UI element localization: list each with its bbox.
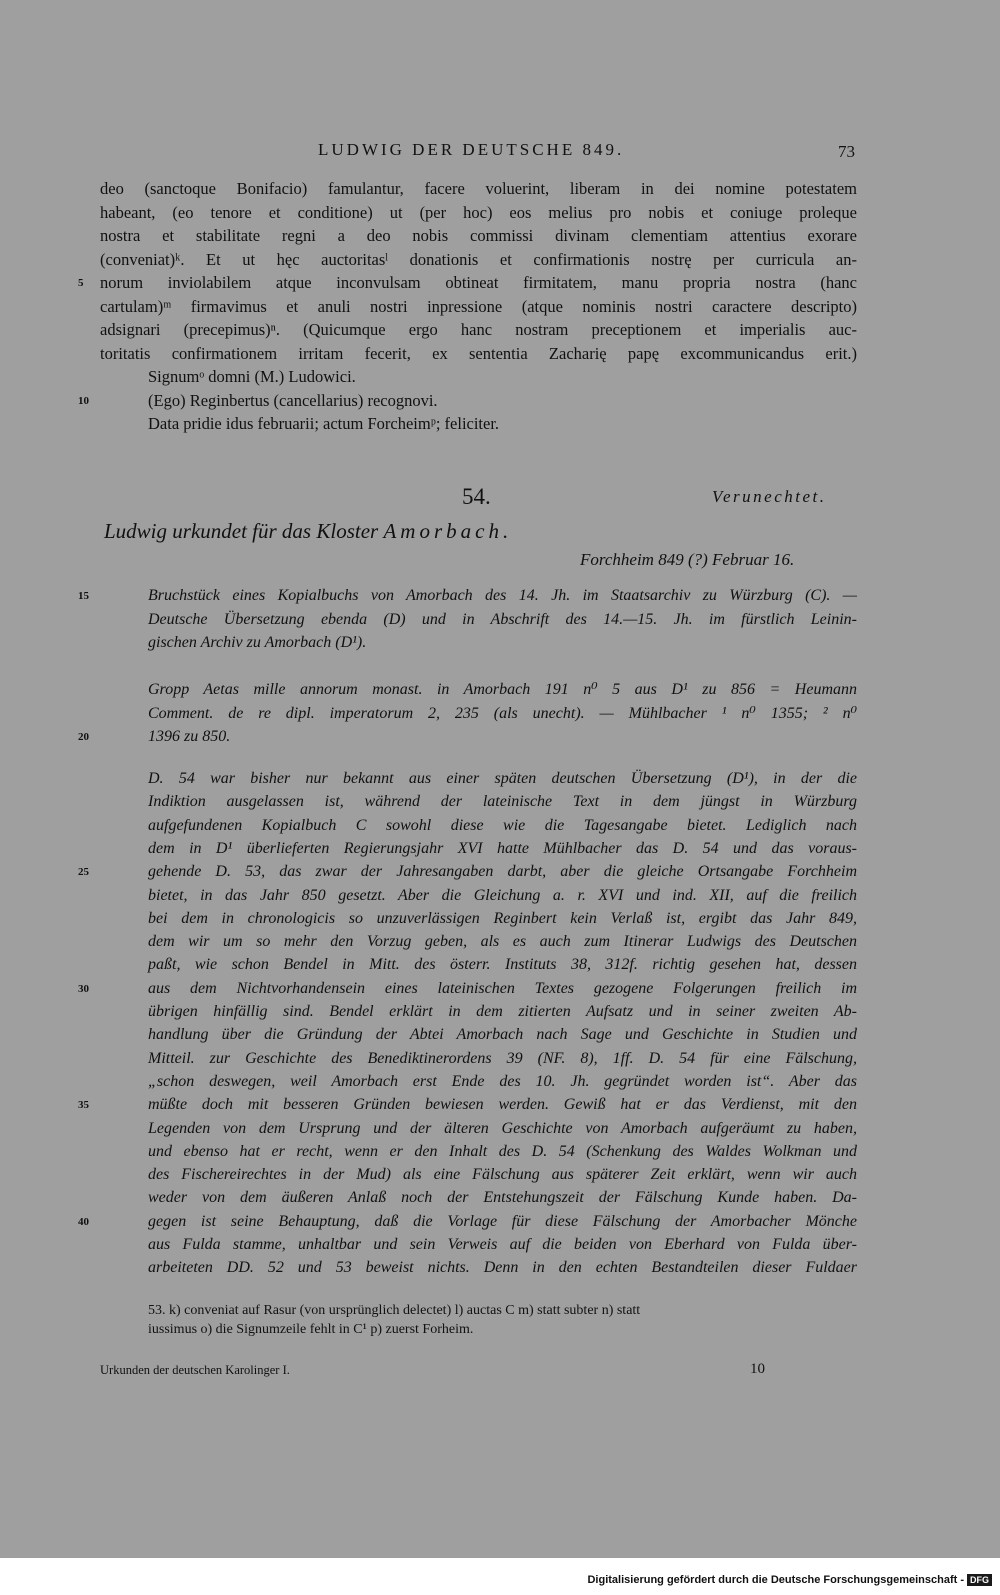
text-line: aus dem Nichtvorhandensein eines lateinischen Textes gezogene Folgerungen freilich im (148, 979, 857, 997)
line-number: 5 (78, 277, 84, 289)
line-number: 30 (78, 982, 89, 995)
footnote-line: 53. k) conveniat auf Rasur (von ursprünglich delectet) l) auctas C m) statt subter n) statt (148, 1303, 641, 1318)
text-line: und ebenso hat er recht, wenn er den Inhalt des D. 54 (Schenkung des Waldes Wolkman und (148, 1142, 857, 1160)
text-line: „schon deswegen, weil Amorbach erst Ende des 10. Jh. gegründet worden ist“. Aber das (148, 1072, 857, 1090)
document-title (104, 519, 512, 544)
text-line: weder von dem äußeren Anlaß noch der Entstehungszeit der Fälschung Kunde haben. Da- (148, 1189, 857, 1207)
text-line: Comment. de re dipl. imperatorum 2, 235 (als unecht). — Mühlbacher ¹ n⁰ 1355; ² n⁰ (148, 704, 857, 722)
text-line: des Fischereirechtes in der Mud) als eine Fälschung aus späterer Zeit erklärt, wenn wir auch (148, 1166, 857, 1184)
text-line: D. 54 war bisher nur bekannt aus einer späten deutschen Übersetzung (D¹), in der die (148, 770, 857, 787)
text-line: Signumᵒ domni (M.) Ludowici. (148, 367, 356, 386)
running-title: LUDWIG DER DEUTSCHE 849. (318, 140, 625, 159)
text-line: Indiktion ausgelassen ist, während der lateinische Text in dem jüngst in Würzburg (148, 793, 857, 811)
document-date: Forchheim 849 (?) Februar 16. (580, 550, 795, 569)
text-line: Deutsche Übersetzung ebenda (D) und in Abschrift des 14.—15. Jh. im fürstlich Leinin- (148, 610, 857, 628)
page-number: 73 (838, 142, 855, 161)
footnote-line: iussimus o) die Signumzeile fehlt in C¹ p) zuerst Forheim. (148, 1322, 474, 1337)
dfg-credit-text: Digitalisierung gefördert durch die Deutsche Forschungsgemeinschaft - (587, 1574, 964, 1586)
text-line: dem wir um so mehr den Vorzug geben, als es auch zum Itinerar Ludwigs des Deutschen (148, 933, 857, 951)
dfg-credit (587, 1574, 992, 1586)
line-number: 15 (78, 590, 89, 602)
text-line: nostra et stabilitate regni a deo nobis commissi divinam clementiam attentius exorare (100, 226, 857, 245)
text-line: gehende D. 53, das zwar der Jahresangaben darbt, aber die gleiche Ortsangabe Forchheim (148, 863, 857, 881)
text-line: müßte doch mit besseren Gründen bewiesen werden. Gewiß hat er das Verdienst, mit den (148, 1096, 857, 1114)
text-line: gischen Archiv zu Amorbach (D¹). (148, 634, 367, 651)
line-number: 20 (78, 731, 89, 743)
text-line: bei dem in chronologicis so unzuverlässigen Reginbert kein Verlaß ist, ergibt das Jahr 849, (148, 909, 857, 927)
text-line: übrigen hinfällig sind. Bendel erklärt in dem zitierten Aufsatz und in seiner zweiten Ab- (148, 1003, 857, 1020)
document-number: 54. (462, 484, 491, 509)
document-status: Verunechtet. (712, 487, 827, 506)
text-line: Bruchstück eines Kopialbuchs von Amorbach des 14. Jh. im Staatsarchiv zu Würzburg (C). — (148, 587, 857, 604)
document-title-place: Amorbach. (383, 519, 513, 543)
text-line: 1396 zu 850. (148, 728, 231, 745)
series-title: Urkunden der deutschen Karolinger I. (100, 1363, 290, 1377)
text-line: habeant, (eo tenore et conditione) ut (per hoc) eos melius pro nobis et coniuge proleque (100, 202, 857, 222)
text-line: Mitteil. zur Geschichte des Benediktinerordens 39 (NF. 8), 1ff. D. 54 für eine Fälschung, (148, 1049, 857, 1067)
text-line: norum inviolabilem atque inconvulsam obtineat firmitatem, manu propria nostra (hanc (100, 273, 857, 292)
text-line: aus Fulda stamme, unhaltbar und sein Verweis auf die beiden von Eberhard von Fulda über- (148, 1236, 857, 1253)
text-line: Data pridie idus februarii; actum Forcheimᵖ; feliciter. (148, 414, 500, 433)
line-number: 10 (78, 394, 89, 407)
text-line: gegen ist seine Behauptung, daß die Vorlage für diese Fälschung der Amorbacher Mönche (148, 1212, 857, 1230)
line-number: 40 (78, 1215, 89, 1228)
text-line: Legenden von dem Ursprung und der älteren Geschichte von Amorbach aufgeräumt zu haben, (148, 1119, 857, 1137)
text-line: arbeiteten DD. 52 und 53 beweist nichts. Denn in den echten Bestandteilen dieser Fuldaer (148, 1259, 857, 1277)
document-title-prefix: Ludwig urkundet für das Kloster (104, 519, 379, 543)
text-line: handlung über die Gründung der Abtei Amorbach nach Sage und Geschichte in Studien und (148, 1026, 857, 1044)
text-line: bietet, in das Jahr 850 gesetzt. Aber die Gleichung a. r. XVI und ind. XII, auf die freilich (148, 886, 857, 904)
text-line: deo (sanctoque Bonifacio) famulantur, facere voluerint, liberam in dei nomine potestatem (100, 179, 857, 198)
text-line: Gropp Aetas mille annorum monast. in Amorbach 191 n⁰ 5 aus D¹ zu 856 = Heumann (148, 681, 857, 698)
text-line: paßt, wie schon Bendel in Mitt. des österr. Instituts 38, 312f. richtig gesehen hat, dessen (148, 956, 857, 974)
text-line: dem in D¹ überlieferten Regierungsjahr XVI hatte Mühlbacher das D. 54 und das voraus- (148, 839, 857, 857)
text-line: adsignari (precepimus)ⁿ. (Quicumque ergo hanc nostram preceptionem et imperialis auc- (100, 320, 857, 339)
signature-mark: 10 (750, 1361, 765, 1377)
line-number: 35 (78, 1099, 89, 1112)
text-line: aufgefundenen Kopialbuch C sowohl diese wie die Tagesangabe bietet. Lediglich nach (148, 816, 857, 834)
text-line: toritatis confirmationem irritam fecerit, ex sententia Zacharię papę excommunicandus erit.) (100, 343, 857, 363)
text-line: (conveniat)ᵏ. Et ut hęc auctoritasˡ donationis et confirmationis nostrę per curricula an- (100, 249, 857, 269)
text-line: (Ego) Reginbertus (cancellarius) recognovi. (148, 390, 438, 410)
line-number: 25 (78, 866, 89, 879)
dfg-logo: DFG (967, 1574, 992, 1586)
text-line: cartulam)ᵐ firmavimus et anuli nostri inpressione (atque nominis nostri caractere descripto) (100, 296, 857, 316)
